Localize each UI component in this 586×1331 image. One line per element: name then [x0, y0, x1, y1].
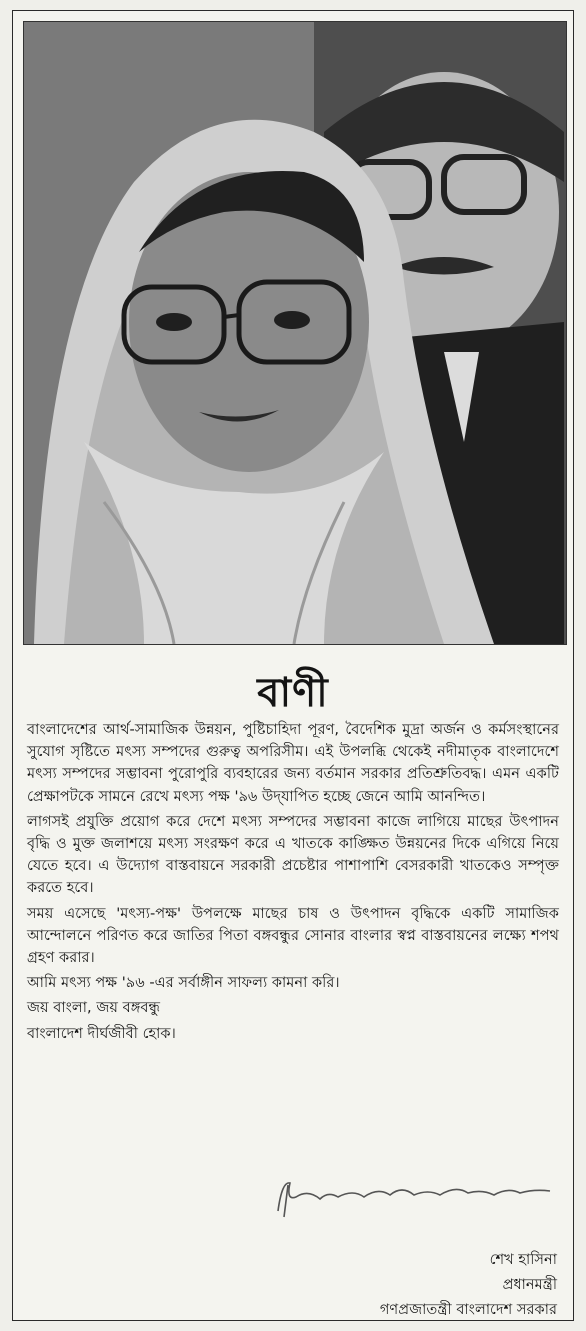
signature-scribble	[268, 1171, 558, 1221]
paragraph-2: লাগসই প্রযুক্তি প্রয়োগ করে দেশে মৎস্য সম্পদের সম্ভাবনা কাজে লাগিয়ে মাছের উৎপাদন বৃদ্ধি ও মুক্ত জলাশয়ে মৎস্য সংরক্ষণ করে এ খাতকে কাঙ্ক্ষিত উন্নয়নের দিকে এগিয়ে নিয়ে যেতে হবে। এ উদ্যোগ বাস্তবায়নে সরকারী প্রচেষ্টার পাশাপাশি বেসরকারী খাতকেও সম্পৃক্ত করতে হবে।	[27, 812, 559, 897]
signatory-organization: গণপ্রজাতন্ত্রী বাংলাদেশ সরকার	[379, 1301, 557, 1318]
paragraph-6: বাংলাদেশ দীর্ঘজীবী হোক।	[27, 1024, 176, 1042]
message-title: বাণী	[257, 669, 329, 716]
portrait-photo	[23, 21, 567, 645]
signatory-position: প্রধানমন্ত্রী	[502, 1276, 557, 1293]
paragraph-1: বাংলাদেশের আর্থ-সামাজিক উন্নয়ন, পুষ্টিচাহিদা পূরণ, বৈদেশিক মুদ্রা অর্জন ও কর্মসংস্থানের সুযোগ সৃষ্টিতে মৎস্য সম্পদের গুরুত্ব অপরিসীম। এই উপলব্ধি থেকেই নদীমাতৃক বাংলাদেশে মৎস্য সম্পদের সম্ভাবনা পুরোপুরি ব্যবহারের জন্য বর্তমান সরকার প্রতিশ্রুতিবদ্ধ। এমন একটি প্রেক্ষাপটকে সামনে রেখে মৎস্য পক্ষ '৯৬ উদ্‌যাপিত হচ্ছে জেনে আমি আনন্দিত।	[27, 721, 559, 805]
message-body	[27, 719, 559, 1048]
paragraph-4: আমি মৎস্য পক্ষ '৯৬ -এর সর্বাঙ্গীন সাফল্য কামনা করি।	[27, 974, 340, 992]
handwritten-signature	[268, 1171, 558, 1221]
paragraph-3: সময় এসেছে 'মৎস্য-পক্ষ' উপলক্ষে মাছের চাষ ও উৎপাদন বৃদ্ধিকে একটি সামাজিক আন্দোলনে পরিণত করে জাতির পিতা বঙ্গবন্ধুর সোনার বাংলার স্বপ্ন বাস্তবায়নের লক্ষ্যে শপথ গ্রহণ করার।	[27, 904, 559, 967]
message-page	[12, 10, 574, 1321]
signatory-name: শেখ হাসিনা	[489, 1251, 557, 1268]
paragraph-5: জয় বাংলা, জয় বঙ্গবন্ধু	[27, 999, 161, 1017]
portrait-illustration	[24, 22, 566, 644]
signatory-block	[380, 1247, 557, 1322]
